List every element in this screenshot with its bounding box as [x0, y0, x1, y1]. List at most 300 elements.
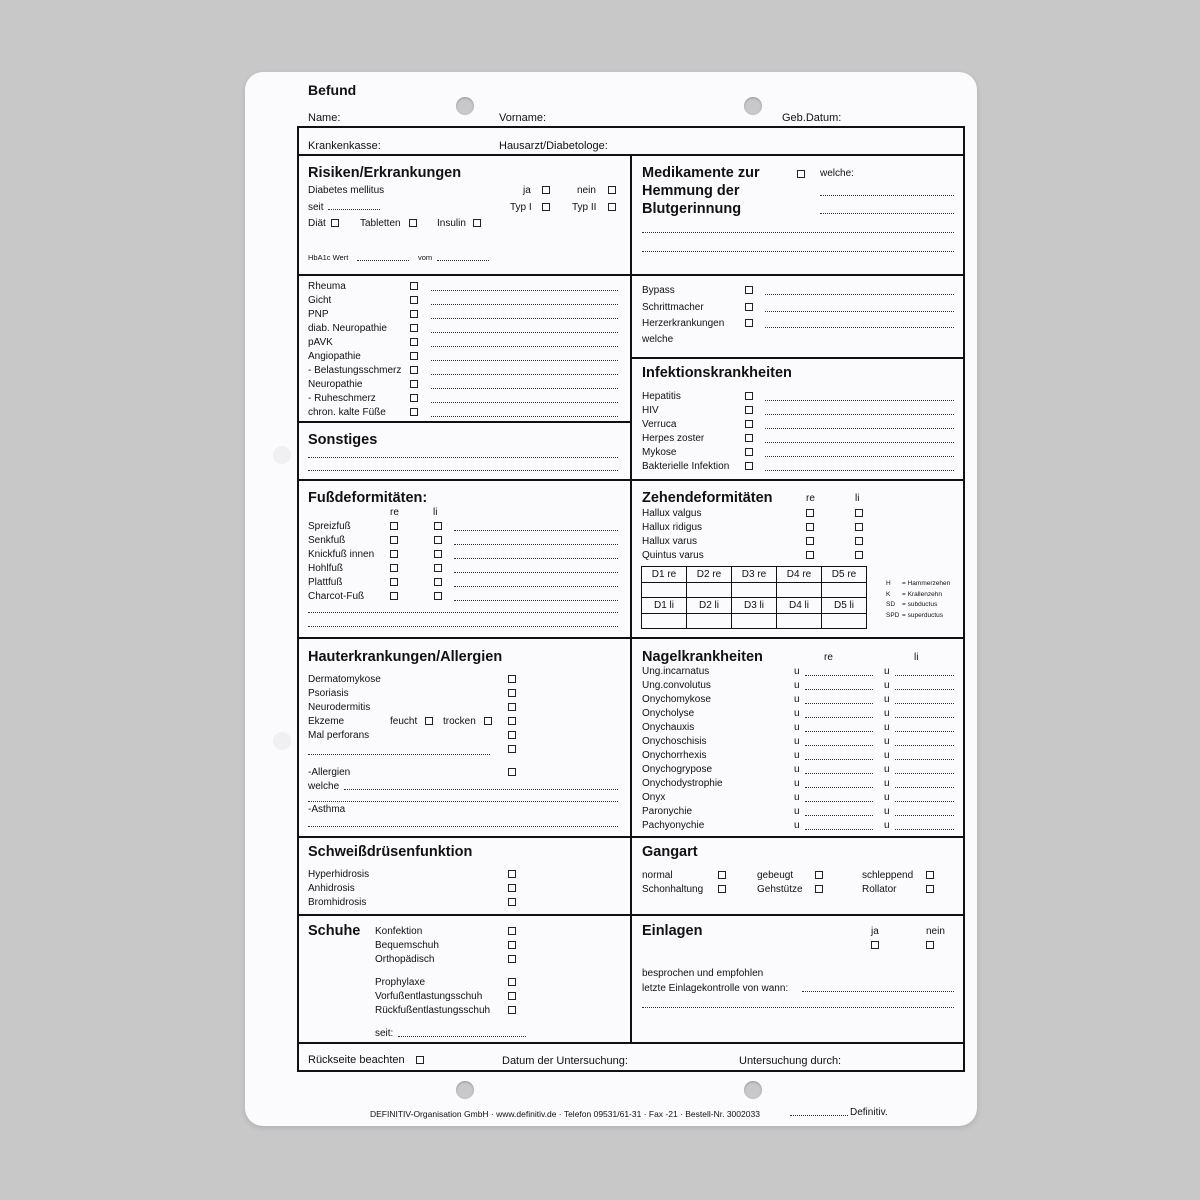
infektion-field[interactable] — [765, 400, 954, 401]
diabetes-label: Diabetes mellitus — [308, 185, 385, 196]
schleppend-label: schleppend — [862, 870, 914, 881]
fuss-re-checkbox[interactable] — [390, 550, 398, 558]
infektion-label: Bakterielle Infektion — [642, 461, 730, 472]
cardio-welche-label: welche — [642, 334, 674, 345]
schuhe-label: Bequemschuh — [375, 940, 439, 951]
zehen-title: Zehendeformitäten — [642, 490, 773, 506]
rollator-checkbox[interactable] — [926, 885, 934, 893]
condition-label: pAVK — [308, 337, 333, 348]
fuss-li-checkbox[interactable] — [434, 592, 442, 600]
punch-hole-top-right — [744, 97, 762, 115]
nagel-li-u: u — [884, 778, 890, 789]
zehen-li-checkbox[interactable] — [855, 523, 863, 531]
nagel-li-u: u — [884, 764, 890, 775]
fuss-li-checkbox[interactable] — [434, 536, 442, 544]
nagel-li-u: u — [884, 722, 890, 733]
schuhe-checkbox[interactable] — [508, 955, 516, 963]
condition-checkbox[interactable] — [410, 338, 418, 346]
condition-checkbox[interactable] — [410, 380, 418, 388]
schuhe-checkbox[interactable] — [508, 927, 516, 935]
schuhe-title: Schuhe — [308, 923, 361, 939]
schuhe-checkbox[interactable] — [508, 941, 516, 949]
legend-text: = Hammerzehen — [902, 580, 951, 587]
haut-label: Mal perforans — [308, 730, 370, 741]
gebeugt-checkbox[interactable] — [815, 871, 823, 879]
tabletten-checkbox[interactable] — [409, 219, 417, 227]
asthma-line[interactable] — [308, 826, 618, 827]
nagel-re-field[interactable] — [805, 717, 873, 718]
haut-checkbox[interactable] — [508, 703, 516, 711]
cardio-checkbox[interactable] — [745, 286, 753, 294]
trocken-label: trocken — [443, 716, 476, 727]
legend-code: H — [886, 580, 891, 587]
fuss-li-checkbox[interactable] — [434, 522, 442, 530]
condition-label: Angiopathie — [308, 351, 361, 362]
nagel-label: Onychoschisis — [642, 736, 707, 747]
nagel-label: Ung.incarnatus — [642, 666, 710, 677]
zehen-li-checkbox[interactable] — [855, 537, 863, 545]
seit-field[interactable] — [328, 209, 380, 210]
gehstuetze-checkbox[interactable] — [815, 885, 823, 893]
condition-checkbox[interactable] — [410, 296, 418, 304]
nagel-label: Ung.convolutus — [642, 680, 711, 691]
schweiss-title: Schweißdrüsenfunktion — [308, 844, 473, 860]
zehen-re-checkbox[interactable] — [806, 537, 814, 545]
zehen-grid-input[interactable] — [687, 613, 732, 629]
zehen-grid-input[interactable] — [732, 582, 777, 598]
condition-checkbox[interactable] — [410, 394, 418, 402]
kontrolle-label: letzte Einlagekontrolle von wann: — [642, 983, 789, 994]
nagel-re-u: u — [794, 708, 800, 719]
diaet-checkbox[interactable] — [331, 219, 339, 227]
zehen-grid-cell: D4 li — [777, 598, 822, 614]
zehen-grid-input[interactable] — [642, 582, 687, 598]
condition-checkbox[interactable] — [410, 408, 418, 416]
zehen-grid-cell: D5 li — [822, 598, 867, 614]
nagel-li-u: u — [884, 792, 890, 803]
rueckseite-checkbox[interactable] — [416, 1056, 424, 1064]
fuss-field[interactable] — [454, 544, 618, 545]
fuss-field[interactable] — [454, 586, 618, 587]
haut-label: Ekzeme — [308, 716, 345, 727]
infektion-field[interactable] — [765, 442, 954, 443]
einlagen-line[interactable] — [642, 1007, 954, 1008]
rollator-label: Rollator — [862, 884, 897, 895]
medikamente-title-1: Medikamente zur — [642, 165, 760, 181]
sonstiges-line-1[interactable] — [308, 457, 618, 458]
nagel-re-field[interactable] — [805, 675, 873, 676]
medikamente-line-4[interactable] — [642, 251, 954, 252]
fuss-li-checkbox[interactable] — [434, 550, 442, 558]
schonhaltung-label: Schonhaltung — [642, 884, 704, 895]
schuhe-checkbox[interactable] — [508, 992, 516, 1000]
schuhe-label: Konfektion — [375, 926, 423, 937]
einlagen-ja-checkbox[interactable] — [871, 941, 879, 949]
infektion-checkbox[interactable] — [745, 406, 753, 414]
zehen-grid-cell: D2 li — [687, 598, 732, 614]
hba1c-field[interactable] — [357, 260, 409, 261]
nagel-title: Nagelkrankheiten — [642, 649, 763, 665]
diabetes-ja-checkbox[interactable] — [542, 186, 550, 194]
nagel-li-field[interactable] — [895, 689, 954, 690]
nagel-re-u: u — [794, 736, 800, 747]
zehen-grid-input[interactable] — [777, 613, 822, 629]
nagel-re-field[interactable] — [805, 731, 873, 732]
nagel-label: Paronychie — [642, 806, 693, 817]
schweiss-checkbox[interactable] — [508, 884, 516, 892]
zehen-grid-input[interactable] — [732, 613, 777, 629]
allergien-welche-field[interactable] — [344, 789, 618, 790]
cardio-checkbox[interactable] — [745, 303, 753, 311]
untersuchung-durch-label: Untersuchung durch: — [739, 1055, 842, 1067]
nagel-re-u: u — [794, 806, 800, 817]
zehen-re-checkbox[interactable] — [806, 509, 814, 517]
medikamente-title-3: Blutgerinnung — [642, 201, 742, 217]
nagel-re-field[interactable] — [805, 801, 873, 802]
nagel-li-field[interactable] — [895, 801, 954, 802]
condition-label: - Belastungsschmerz — [308, 365, 402, 376]
legend-code: SD — [886, 601, 896, 608]
zehen-grid-input[interactable] — [777, 582, 822, 598]
schonhaltung-checkbox[interactable] — [718, 885, 726, 893]
diaet-label: Diät — [308, 218, 326, 229]
infektion-checkbox[interactable] — [745, 392, 753, 400]
haut-line-extra[interactable] — [308, 754, 490, 755]
zehen-grid-cell: D2 re — [687, 567, 732, 583]
nagel-li-field[interactable] — [895, 773, 954, 774]
infektion-field[interactable] — [765, 470, 954, 471]
zehen-label: Quintus varus — [642, 550, 704, 561]
haut-extra-checkbox[interactable] — [508, 745, 516, 753]
fuss-re-header: re — [390, 507, 399, 518]
hba1c-label: HbA1c Wert — [308, 253, 349, 262]
feucht-label: feucht — [390, 716, 418, 727]
zehen-grid-input[interactable] — [822, 582, 867, 598]
nagel-li-field[interactable] — [895, 675, 954, 676]
nagel-li-header: li — [914, 652, 919, 663]
punch-hole-bottom-right — [744, 1081, 762, 1099]
schleppend-checkbox[interactable] — [926, 871, 934, 879]
fuss-field[interactable] — [454, 572, 618, 573]
legend-text: = superductus — [902, 611, 944, 619]
einlagen-nein-label: nein — [926, 926, 945, 937]
gangart-title: Gangart — [642, 844, 698, 860]
condition-checkbox[interactable] — [410, 324, 418, 332]
condition-field[interactable] — [431, 374, 618, 375]
fuss-re-checkbox[interactable] — [390, 578, 398, 586]
haut-label: Neurodermitis — [308, 702, 371, 713]
fuss-li-checkbox[interactable] — [434, 564, 442, 572]
krankenkasse-label: Krankenkasse: — [308, 140, 381, 152]
infektion-field[interactable] — [765, 428, 954, 429]
nagel-li-u: u — [884, 736, 890, 747]
besprochen-label: besprochen und empfohlen — [642, 968, 764, 979]
nagel-re-field[interactable] — [805, 829, 873, 830]
nagel-li-field[interactable] — [895, 731, 954, 732]
haut-title: Hauterkrankungen/Allergien — [308, 649, 503, 665]
schuhe-label: Rückfußentlastungsschuh — [375, 1005, 491, 1016]
nagel-re-field[interactable] — [805, 773, 873, 774]
schuhe-label: Orthopädisch — [375, 954, 435, 965]
asthma-label: -Asthma — [308, 804, 346, 815]
zehen-li-header: li — [855, 493, 860, 504]
zehen-li-checkbox[interactable] — [855, 509, 863, 517]
schweiss-label: Bromhidrosis — [308, 897, 367, 908]
nagel-label: Onychorrhexis — [642, 750, 707, 761]
nagel-re-u: u — [794, 820, 800, 831]
infektion-checkbox[interactable] — [745, 434, 753, 442]
rueckseite-label: Rückseite beachten — [308, 1054, 405, 1066]
cardio-field[interactable] — [765, 311, 954, 312]
fuss-label: Spreizfuß — [308, 521, 351, 532]
nagel-label: Onychomykose — [642, 694, 711, 705]
nagel-li-u: u — [884, 666, 890, 677]
zehen-grid-cell: D1 li — [642, 598, 687, 614]
zehen-grid-cell: D3 li — [732, 598, 777, 614]
fuss-re-checkbox[interactable] — [390, 522, 398, 530]
condition-field[interactable] — [431, 290, 618, 291]
nagel-li-u: u — [884, 750, 890, 761]
condition-field[interactable] — [431, 388, 618, 389]
condition-label: Neuropathie — [308, 379, 363, 390]
tabletten-label: Tabletten — [360, 218, 401, 229]
nagel-re-field[interactable] — [805, 815, 873, 816]
vorname-label: Vorname: — [499, 112, 547, 124]
nagel-li-u: u — [884, 694, 890, 705]
fuss-label: Charcot-Fuß — [308, 591, 365, 602]
zehen-grid-cell: D3 re — [732, 567, 777, 583]
allergien-line-2[interactable] — [308, 801, 618, 802]
haut-checkbox[interactable] — [508, 675, 516, 683]
diabetes-nein-label: nein — [577, 185, 596, 196]
zehen-label: Hallux valgus — [642, 508, 702, 519]
punch-hole-top-left — [456, 97, 474, 115]
footer-brand-dots — [790, 1115, 848, 1116]
infektion-checkbox[interactable] — [745, 420, 753, 428]
condition-field[interactable] — [431, 360, 618, 361]
einlagen-title: Einlagen — [642, 923, 703, 939]
vom-label: vom — [418, 253, 433, 262]
infektion-checkbox[interactable] — [745, 462, 753, 470]
condition-checkbox[interactable] — [410, 310, 418, 318]
zehen-label: Hallux varus — [642, 536, 698, 547]
fuss-re-checkbox[interactable] — [390, 592, 398, 600]
condition-label: Rheuma — [308, 281, 346, 292]
allergien-label: -Allergien — [308, 767, 351, 778]
sonstiges-title: Sonstiges — [308, 432, 378, 448]
sonstiges-line-2[interactable] — [308, 470, 618, 471]
nagel-re-field[interactable] — [805, 689, 873, 690]
allergien-checkbox[interactable] — [508, 768, 516, 776]
medikamente-line-3[interactable] — [642, 232, 954, 233]
cardio-label: Schrittmacher — [642, 301, 704, 313]
fuss-label: Senkfuß — [308, 535, 346, 546]
nagel-li-u: u — [884, 680, 890, 691]
infektion-label: Herpes zoster — [642, 433, 705, 444]
nagel-label: Onyx — [642, 792, 666, 803]
infektion-label: HIV — [642, 405, 659, 416]
condition-checkbox[interactable] — [410, 366, 418, 374]
nagel-li-field[interactable] — [895, 717, 954, 718]
punch-hole-bottom-left — [456, 1081, 474, 1099]
condition-field[interactable] — [431, 402, 618, 403]
nagel-re-u: u — [794, 778, 800, 789]
fuss-title: Fußdeformitäten: — [308, 490, 428, 506]
nagel-re-u: u — [794, 694, 800, 705]
nagel-label: Onycholyse — [642, 708, 695, 719]
fuss-label: Hohlfuß — [308, 563, 344, 574]
nagel-re-field[interactable] — [805, 759, 873, 760]
condition-label: Gicht — [308, 295, 332, 306]
zehen-re-checkbox[interactable] — [806, 523, 814, 531]
kontrolle-field[interactable] — [802, 991, 954, 992]
nagel-re-u: u — [794, 750, 800, 761]
einlagen-nein-checkbox[interactable] — [926, 941, 934, 949]
condition-field[interactable] — [431, 318, 618, 319]
nagel-li-field[interactable] — [895, 829, 954, 830]
infektion-label: Mykose — [642, 447, 677, 458]
fuss-field[interactable] — [454, 558, 618, 559]
normal-checkbox[interactable] — [718, 871, 726, 879]
schuhe-label: Vorfußentlastungsschuh — [375, 991, 483, 1002]
nagel-label: Pachyonychie — [642, 820, 705, 831]
normal-label: normal — [642, 870, 673, 881]
fuss-li-checkbox[interactable] — [434, 578, 442, 586]
infektion-field[interactable] — [765, 456, 954, 457]
nagel-li-field[interactable] — [895, 787, 954, 788]
nagel-li-field[interactable] — [895, 815, 954, 816]
zehen-label: Hallux ridigus — [642, 522, 703, 533]
legend-text: = subductus — [902, 601, 938, 608]
condition-label: PNP — [308, 309, 329, 320]
footer-brand: Definitiv. — [850, 1107, 888, 1118]
nagel-re-u: u — [794, 666, 800, 677]
zehen-grid-cell: D1 re — [642, 567, 687, 583]
infektion-title: Infektionskrankheiten — [642, 365, 792, 381]
condition-field[interactable] — [431, 332, 618, 333]
schweiss-label: Hyperhidrosis — [308, 869, 370, 880]
schweiss-checkbox[interactable] — [508, 898, 516, 906]
nagel-label: Onychogryposе — [642, 764, 713, 775]
nagel-re-field[interactable] — [805, 745, 873, 746]
medikamente-checkbox[interactable] — [797, 170, 805, 178]
medikamente-line-2[interactable] — [820, 213, 954, 214]
fuss-field[interactable] — [454, 600, 618, 601]
zehen-grid-input[interactable] — [822, 613, 867, 629]
condition-checkbox[interactable] — [410, 282, 418, 290]
fuss-re-checkbox[interactable] — [390, 564, 398, 572]
geburtsdatum-label: Geb.Datum: — [782, 112, 842, 124]
schuhe-seit-label: seit: — [375, 1028, 394, 1039]
schuhe-seit-field[interactable] — [398, 1036, 526, 1037]
gebeugt-label: gebeugt — [757, 870, 794, 881]
infektion-field[interactable] — [765, 414, 954, 415]
diabetes-ja-label: ja — [523, 185, 531, 196]
feucht-checkbox[interactable] — [425, 717, 433, 725]
allergien-welche-label: welche — [308, 781, 340, 792]
einlagen-ja-label: ja — [871, 926, 879, 937]
nagel-re-u: u — [794, 792, 800, 803]
seit-label: seit — [308, 202, 324, 213]
infektion-label: Verruca — [642, 419, 677, 430]
diabetes-nein-checkbox[interactable] — [608, 186, 616, 194]
name-label: Name: — [308, 112, 341, 124]
cardio-checkbox[interactable] — [745, 319, 753, 327]
condition-checkbox[interactable] — [410, 352, 418, 360]
schuhe-label: Prophylaxe — [375, 977, 426, 988]
fuss-line-extra-2[interactable] — [308, 626, 618, 627]
cardio-field[interactable] — [765, 327, 954, 328]
cardio-label: Bypass — [642, 285, 675, 296]
legend-code: SPD — [886, 611, 900, 619]
condition-label: - Ruheschmerz — [308, 393, 376, 404]
footer-imprint: DEFINITIV-Organisation GmbH · www.definitiv.de · Telefon 09531/61-31 · Fax -21 · Bestell-Nr. 3002033 — [370, 1109, 760, 1119]
datum-label: Datum der Untersuchung: — [502, 1055, 628, 1067]
zehen-grid-input[interactable] — [687, 582, 732, 598]
condition-label: chron. kalte Füße — [308, 407, 386, 418]
typ1-checkbox[interactable] — [542, 203, 550, 211]
zehen-grid-cell: D4 re — [777, 567, 822, 583]
fuss-line-extra-1[interactable] — [308, 612, 618, 613]
hausarzt-label: Hausarzt/Diabetologe: — [499, 140, 608, 152]
nagel-re-field[interactable] — [805, 703, 873, 704]
condition-field[interactable] — [431, 304, 618, 305]
haut-checkbox[interactable] — [508, 731, 516, 739]
zehen-re-header: re — [806, 493, 815, 504]
nagel-li-u: u — [884, 806, 890, 817]
schuhe-checkbox[interactable] — [508, 1006, 516, 1014]
fuss-field[interactable] — [454, 530, 618, 531]
fuss-label: Knickfuß innen — [308, 549, 375, 560]
nagel-li-u: u — [884, 708, 890, 719]
legend-code: K — [886, 590, 891, 598]
vom-field[interactable] — [437, 260, 489, 261]
condition-field[interactable] — [431, 416, 618, 417]
haut-checkbox[interactable] — [508, 717, 516, 725]
legend-text: = Krallenzehn — [902, 590, 942, 598]
nagel-label: Onychodystrophie — [642, 778, 723, 789]
zehen-li-checkbox[interactable] — [855, 551, 863, 559]
fuss-li-header: li — [433, 507, 438, 518]
condition-label: diab. Neuropathie — [308, 323, 387, 334]
nagel-label: Onychauxis — [642, 722, 695, 733]
schuhe-checkbox[interactable] — [508, 978, 516, 986]
nagel-li-field[interactable] — [895, 759, 954, 760]
trocken-checkbox[interactable] — [484, 717, 492, 725]
nagel-li-u: u — [884, 820, 890, 831]
nagel-li-field[interactable] — [895, 745, 954, 746]
nagel-re-header: re — [824, 652, 833, 663]
haut-checkbox[interactable] — [508, 689, 516, 697]
condition-field[interactable] — [431, 346, 618, 347]
zehen-grid-input[interactable] — [642, 613, 687, 629]
typ2-checkbox[interactable] — [608, 203, 616, 211]
insulin-label: Insulin — [437, 218, 466, 229]
medikamente-line-1[interactable] — [820, 195, 954, 196]
fuss-re-checkbox[interactable] — [390, 536, 398, 544]
schweiss-label: Anhidrosis — [308, 883, 355, 894]
schweiss-checkbox[interactable] — [508, 870, 516, 878]
nagel-li-field[interactable] — [895, 703, 954, 704]
typ1-label: Typ I — [510, 202, 532, 213]
cardio-field[interactable] — [765, 294, 954, 295]
infektion-checkbox[interactable] — [745, 448, 753, 456]
zehen-re-checkbox[interactable] — [806, 551, 814, 559]
nagel-re-field[interactable] — [805, 787, 873, 788]
haut-label: Psoriasis — [308, 688, 349, 699]
risiken-title: Risiken/Erkrankungen — [308, 165, 462, 181]
insulin-checkbox[interactable] — [473, 219, 481, 227]
